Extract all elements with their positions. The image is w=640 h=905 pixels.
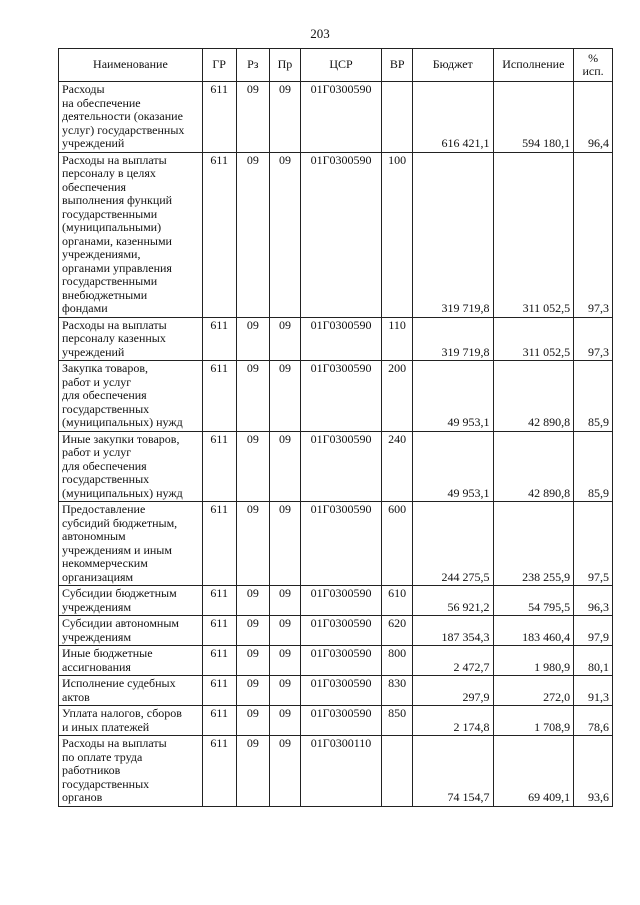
cell-csr: 01Г0300590 xyxy=(300,502,382,586)
cell-execution: 594 180,1 xyxy=(493,82,574,153)
cell-csr: 01Г0300110 xyxy=(300,736,382,807)
table-row xyxy=(59,502,613,586)
cell-pr: 09 xyxy=(270,502,301,586)
cell-vr: 240 xyxy=(382,431,413,502)
cell-gr: 611 xyxy=(202,317,236,361)
cell-csr: 01Г0300590 xyxy=(300,361,382,432)
cell-execution: 42 890,8 xyxy=(493,361,574,432)
cell-csr: 01Г0300590 xyxy=(300,152,382,317)
cell-name: Иные бюджетные ассигнования xyxy=(59,646,203,676)
cell-vr: 830 xyxy=(382,676,413,706)
cell-percent: 91,3 xyxy=(574,676,613,706)
table-row xyxy=(59,82,613,153)
table-row xyxy=(59,152,613,317)
cell-csr: 01Г0300590 xyxy=(300,646,382,676)
cell-budget: 2 174,8 xyxy=(412,706,493,736)
cell-budget: 187 354,3 xyxy=(412,616,493,646)
cell-gr: 611 xyxy=(202,431,236,502)
cell-gr: 611 xyxy=(202,82,236,153)
cell-gr: 611 xyxy=(202,361,236,432)
cell-execution: 272,0 xyxy=(493,676,574,706)
cell-rz: 09 xyxy=(236,706,270,736)
page-number: 203 xyxy=(310,26,330,41)
cell-vr: 600 xyxy=(382,502,413,586)
table-row xyxy=(59,431,613,502)
cell-rz: 09 xyxy=(236,586,270,616)
cell-name: Исполнение судебных актов xyxy=(59,676,203,706)
cell-percent: 78,6 xyxy=(574,706,613,736)
cell-execution: 238 255,9 xyxy=(493,502,574,586)
table-row xyxy=(59,616,613,646)
cell-budget: 2 472,7 xyxy=(412,646,493,676)
cell-budget: 56 921,2 xyxy=(412,586,493,616)
table-row xyxy=(59,646,613,676)
cell-execution: 1 980,9 xyxy=(493,646,574,676)
cell-pr: 09 xyxy=(270,616,301,646)
cell-execution: 69 409,1 xyxy=(493,736,574,807)
header-pr: Пр xyxy=(270,49,301,82)
cell-name: Иные закупки товаров, работ и услуг для обеспечения государственных (муниципальных) нужд xyxy=(59,431,203,502)
table-row xyxy=(59,317,613,361)
cell-percent: 93,6 xyxy=(574,736,613,807)
cell-gr: 611 xyxy=(202,736,236,807)
cell-pr: 09 xyxy=(270,361,301,432)
cell-budget: 616 421,1 xyxy=(412,82,493,153)
cell-execution: 1 708,9 xyxy=(493,706,574,736)
cell-rz: 09 xyxy=(236,616,270,646)
cell-pr: 09 xyxy=(270,706,301,736)
cell-percent: 85,9 xyxy=(574,361,613,432)
cell-pr: 09 xyxy=(270,317,301,361)
cell-pr: 09 xyxy=(270,431,301,502)
cell-name: Расходы на выплаты персоналу в целях обеспечения выполнения функций государственными (муниципальными) органами, казенными учреждениями, органами управления государственными внебюджетными фондами xyxy=(59,152,203,317)
cell-vr: 110 xyxy=(382,317,413,361)
cell-vr: 800 xyxy=(382,646,413,676)
cell-csr: 01Г0300590 xyxy=(300,317,382,361)
cell-csr: 01Г0300590 xyxy=(300,82,382,153)
header-gr: ГР xyxy=(202,49,236,82)
cell-gr: 611 xyxy=(202,676,236,706)
cell-name: Расходы на обеспечение деятельности (оказание услуг) государственных учреждений xyxy=(59,82,203,153)
cell-rz: 09 xyxy=(236,431,270,502)
table-row xyxy=(59,361,613,432)
cell-rz: 09 xyxy=(236,502,270,586)
cell-execution: 311 052,5 xyxy=(493,317,574,361)
cell-execution: 42 890,8 xyxy=(493,431,574,502)
cell-rz: 09 xyxy=(236,646,270,676)
cell-budget: 244 275,5 xyxy=(412,502,493,586)
cell-csr: 01Г0300590 xyxy=(300,616,382,646)
cell-percent: 96,4 xyxy=(574,82,613,153)
cell-pr: 09 xyxy=(270,152,301,317)
cell-vr: 620 xyxy=(382,616,413,646)
header-percent: % исп. xyxy=(574,49,613,82)
cell-vr: 850 xyxy=(382,706,413,736)
cell-pr: 09 xyxy=(270,646,301,676)
cell-budget: 319 719,8 xyxy=(412,317,493,361)
cell-pr: 09 xyxy=(270,676,301,706)
cell-budget: 319 719,8 xyxy=(412,152,493,317)
header-vr: ВР xyxy=(382,49,413,82)
cell-csr: 01Г0300590 xyxy=(300,431,382,502)
cell-name: Расходы на выплаты по оплате труда работников государственных органов xyxy=(59,736,203,807)
cell-budget: 74 154,7 xyxy=(412,736,493,807)
table-row xyxy=(59,676,613,706)
cell-rz: 09 xyxy=(236,152,270,317)
table-row xyxy=(59,586,613,616)
cell-gr: 611 xyxy=(202,706,236,736)
cell-name: Субсидии бюджетным учреждениям xyxy=(59,586,203,616)
cell-pr: 09 xyxy=(270,736,301,807)
cell-execution: 54 795,5 xyxy=(493,586,574,616)
cell-budget: 49 953,1 xyxy=(412,361,493,432)
cell-percent: 97,3 xyxy=(574,317,613,361)
cell-csr: 01Г0300590 xyxy=(300,706,382,736)
cell-vr xyxy=(382,736,413,807)
cell-pr: 09 xyxy=(270,586,301,616)
cell-budget: 49 953,1 xyxy=(412,431,493,502)
cell-vr: 200 xyxy=(382,361,413,432)
cell-rz: 09 xyxy=(236,676,270,706)
cell-percent: 96,3 xyxy=(574,586,613,616)
cell-gr: 611 xyxy=(202,646,236,676)
cell-pr: 09 xyxy=(270,82,301,153)
cell-name: Предоставление субсидий бюджетным, автономным учреждениям и иным некоммерческим организациям xyxy=(59,502,203,586)
cell-execution: 311 052,5 xyxy=(493,152,574,317)
cell-name: Расходы на выплаты персоналу казенных учреждений xyxy=(59,317,203,361)
cell-csr: 01Г0300590 xyxy=(300,586,382,616)
header-row xyxy=(59,49,613,82)
cell-percent: 97,3 xyxy=(574,152,613,317)
cell-execution: 183 460,4 xyxy=(493,616,574,646)
cell-rz: 09 xyxy=(236,361,270,432)
cell-name: Закупка товаров, работ и услуг для обеспечения государственных (муниципальных) нужд xyxy=(59,361,203,432)
header-budget: Бюджет xyxy=(412,49,493,82)
header-rz: Рз xyxy=(236,49,270,82)
header-csr: ЦСР xyxy=(300,49,382,82)
table-row xyxy=(59,736,613,807)
cell-vr: 610 xyxy=(382,586,413,616)
header-execution: Исполнение xyxy=(493,49,574,82)
cell-gr: 611 xyxy=(202,616,236,646)
cell-name: Уплата налогов, сборов и иных платежей xyxy=(59,706,203,736)
cell-gr: 611 xyxy=(202,152,236,317)
cell-percent: 80,1 xyxy=(574,646,613,676)
cell-budget: 297,9 xyxy=(412,676,493,706)
cell-percent: 97,5 xyxy=(574,502,613,586)
cell-vr xyxy=(382,82,413,153)
cell-percent: 85,9 xyxy=(574,431,613,502)
table-row xyxy=(59,706,613,736)
cell-vr: 100 xyxy=(382,152,413,317)
cell-rz: 09 xyxy=(236,82,270,153)
cell-gr: 611 xyxy=(202,502,236,586)
cell-percent: 97,9 xyxy=(574,616,613,646)
cell-gr: 611 xyxy=(202,586,236,616)
cell-csr: 01Г0300590 xyxy=(300,676,382,706)
cell-rz: 09 xyxy=(236,317,270,361)
budget-table xyxy=(58,48,613,807)
header-name: Наименование xyxy=(59,49,203,82)
cell-rz: 09 xyxy=(236,736,270,807)
cell-name: Субсидии автономным учреждениям xyxy=(59,616,203,646)
table-body xyxy=(59,82,613,807)
